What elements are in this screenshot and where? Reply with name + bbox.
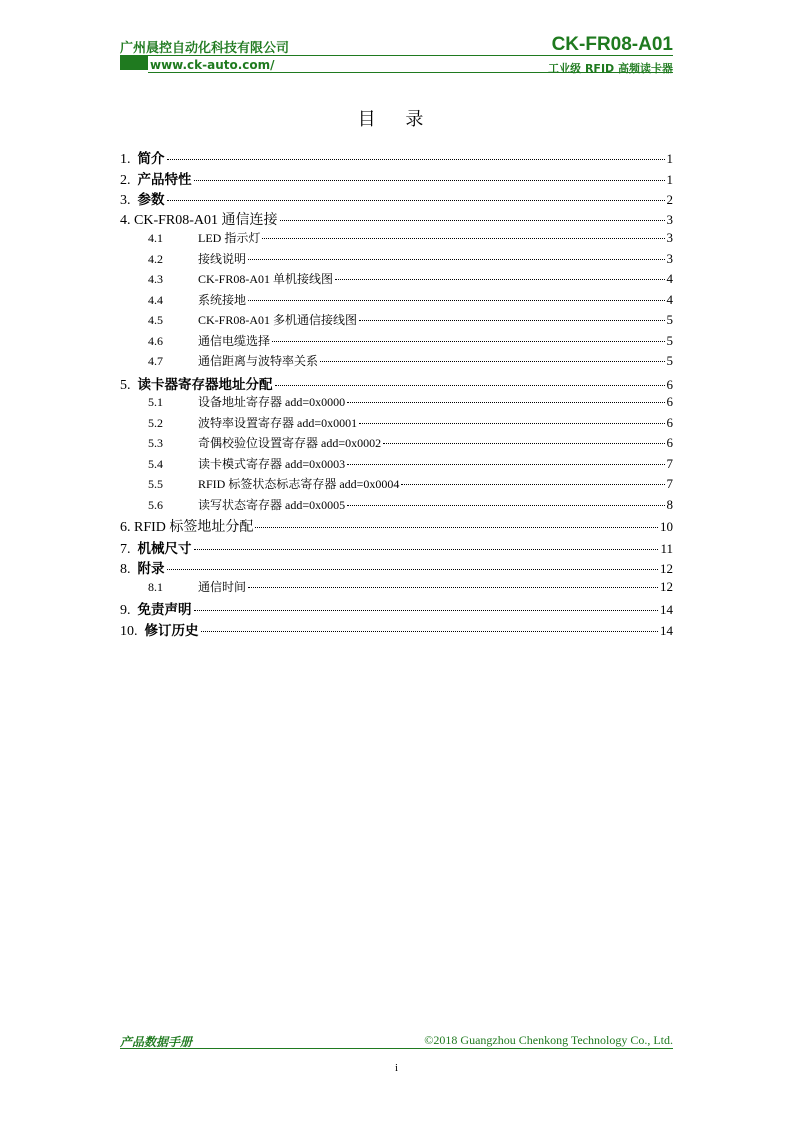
toc-dot-leader bbox=[262, 226, 664, 239]
toc-dot-leader bbox=[347, 452, 664, 465]
toc-entry-page: 6 bbox=[666, 435, 673, 450]
toc-entry-label: 简介 bbox=[137, 151, 165, 167]
toc-entry-number: 4.3 bbox=[148, 272, 163, 286]
toc-entry-number: 5. bbox=[120, 377, 131, 393]
toc-entry-label: CK-FR08-A01 单机接线图 bbox=[198, 272, 334, 286]
toc-entry-label: 4. CK-FR08-A01 通信连接 bbox=[120, 212, 278, 228]
toc-dot-leader bbox=[347, 390, 664, 403]
page-number: i bbox=[394, 1062, 399, 1074]
toc-dot-leader bbox=[359, 411, 664, 424]
toc-entry-number: 4.5 bbox=[148, 313, 163, 327]
toc-entry-page: 7 bbox=[666, 455, 673, 471]
toc-entry-page: 7 bbox=[666, 476, 673, 491]
toc-entry-number: 5.6 bbox=[148, 497, 163, 512]
toc-entry-number: 9. bbox=[120, 603, 131, 618]
toc-entry[interactable] bbox=[120, 496, 673, 517]
toc-entry-number: 4.1 bbox=[148, 231, 163, 245]
toc-dot-leader bbox=[401, 472, 664, 485]
toc-entry-number: 7. bbox=[120, 541, 131, 557]
toc-entry-page: 4 bbox=[666, 271, 673, 286]
toc-dot-leader bbox=[167, 557, 659, 570]
toc-entry-page: 5 bbox=[666, 312, 673, 327]
toc-entry-number: 10. bbox=[120, 623, 138, 639]
toc-dot-leader bbox=[320, 349, 664, 362]
toc-entry-label: LED 指示灯 bbox=[198, 231, 261, 245]
toc-entry-label: CK-FR08-A01 多机通信接线图 bbox=[198, 313, 358, 327]
toc-entry-number: 2. bbox=[120, 172, 131, 188]
toc-entry[interactable] bbox=[120, 537, 673, 558]
toc-entry-number: 4.2 bbox=[148, 251, 163, 266]
toc-entry-label: 产品特性 bbox=[137, 171, 192, 188]
toc-entry-label: 附录 bbox=[137, 561, 165, 577]
toc-entry-page: 10 bbox=[660, 519, 673, 534]
toc-entry-page: 5 bbox=[666, 332, 673, 348]
product-model: CK-FR08-A01 bbox=[551, 34, 673, 55]
toc-entry-number: 1. bbox=[120, 152, 131, 167]
toc-entry-page: 3 bbox=[666, 211, 673, 227]
toc-entry-page: 6 bbox=[666, 394, 673, 409]
toc-entry[interactable] bbox=[120, 516, 673, 537]
toc-entry-label: 读卡模式寄存器 add=0x0003 bbox=[198, 456, 346, 471]
header-green-block bbox=[120, 56, 148, 70]
toc-entry-page: 14 bbox=[660, 622, 673, 638]
toc-entry-label: 接线说明 bbox=[198, 251, 247, 266]
toc-entry-number: 4.6 bbox=[148, 333, 163, 348]
toc-dot-leader bbox=[167, 147, 665, 160]
website-link[interactable]: www.ck-auto.com/ bbox=[150, 58, 275, 72]
toc-entry-page: 2 bbox=[666, 192, 673, 207]
toc-entry[interactable] bbox=[120, 598, 673, 619]
toc-dot-leader bbox=[194, 168, 665, 181]
toc-dot-leader bbox=[272, 329, 664, 342]
toc-entry[interactable] bbox=[120, 188, 673, 209]
toc-dot-leader bbox=[359, 308, 664, 321]
toc-entry-number: 5.5 bbox=[148, 477, 163, 491]
footer-copyright: ©2018 Guangzhou Chenkong Technology Co., Ltd. bbox=[424, 1033, 673, 1047]
toc-entry-label: RFID 标签状态标志寄存器 add=0x0004 bbox=[198, 477, 400, 491]
toc-entry-label: 通信距离与波特率关系 bbox=[198, 354, 319, 368]
toc-entry-label: 设备地址寄存器 add=0x0000 bbox=[198, 395, 346, 409]
toc-entry-page: 3 bbox=[666, 230, 673, 245]
toc-entry-page: 4 bbox=[666, 291, 673, 307]
toc-entry-label: 系统接地 bbox=[198, 292, 247, 307]
toc-entry[interactable] bbox=[120, 168, 673, 189]
toc-entry-label: 通信电缆选择 bbox=[198, 333, 271, 348]
product-subtitle: 工业级 RFID 高频读卡器 bbox=[548, 62, 673, 75]
toc-dot-leader bbox=[335, 267, 664, 280]
toc-entry-page: 1 bbox=[666, 171, 673, 187]
toc-entry-page: 6 bbox=[666, 414, 673, 430]
toc-dot-leader bbox=[248, 247, 664, 260]
toc-entry-number: 8. bbox=[120, 562, 131, 577]
toc-dot-leader bbox=[167, 188, 665, 201]
toc-entry[interactable] bbox=[120, 147, 673, 168]
toc-dot-leader bbox=[201, 619, 659, 632]
toc-entry-label: 参数 bbox=[137, 192, 165, 208]
company-name: 广州晨控自动化科技有限公司 bbox=[120, 41, 290, 56]
footer-doc-type: 产品数据手册 bbox=[120, 1035, 193, 1049]
toc-entry-label: 通信时间 bbox=[198, 579, 247, 594]
subheader-divider bbox=[148, 72, 673, 73]
toc-dot-leader bbox=[383, 431, 664, 444]
toc-dot-leader bbox=[280, 208, 665, 221]
toc-entry-label: 波特率设置寄存器 add=0x0001 bbox=[198, 415, 358, 430]
toc-entry-label: 奇偶校验位设置寄存器 add=0x0002 bbox=[198, 436, 382, 450]
toc-entry-label: 免责声明 bbox=[137, 602, 192, 618]
toc-entry-number: 5.4 bbox=[148, 456, 163, 471]
toc-entry-label: 读卡器寄存器地址分配 bbox=[137, 376, 273, 393]
toc-dot-leader bbox=[248, 575, 658, 588]
toc-entry-number: 5.2 bbox=[148, 415, 163, 430]
toc-entry-number: 4.4 bbox=[148, 292, 163, 307]
toc-entry-number: 5.1 bbox=[148, 395, 163, 409]
toc-entry-number: 3. bbox=[120, 193, 131, 208]
toc-dot-leader bbox=[248, 288, 664, 301]
toc-entry-page: 11 bbox=[660, 540, 673, 556]
toc-dot-leader bbox=[347, 493, 664, 506]
toc-title: 目 录 bbox=[357, 109, 436, 130]
header-divider bbox=[120, 55, 673, 56]
table-of-contents bbox=[120, 147, 673, 639]
toc-entry-label: 6. RFID 标签地址分配 bbox=[120, 520, 254, 535]
toc-entry-page: 1 bbox=[666, 151, 673, 166]
toc-entry-page: 14 bbox=[660, 602, 673, 617]
toc-dot-leader bbox=[275, 373, 665, 386]
toc-entry-number: 4.7 bbox=[148, 354, 163, 368]
footer-divider bbox=[120, 1048, 673, 1049]
toc-entry[interactable] bbox=[120, 352, 673, 373]
toc-entry-page: 6 bbox=[666, 376, 673, 392]
toc-entry-page: 12 bbox=[660, 561, 673, 576]
toc-entry-page: 8 bbox=[666, 496, 673, 512]
toc-entry-page: 12 bbox=[660, 578, 673, 594]
toc-entry-page: 3 bbox=[666, 250, 673, 266]
toc-entry-label: 机械尺寸 bbox=[137, 540, 192, 557]
toc-entry-number: 5.3 bbox=[148, 436, 163, 450]
toc-entry-label: 读写状态寄存器 add=0x0005 bbox=[198, 497, 346, 512]
toc-entry-page: 5 bbox=[666, 353, 673, 368]
toc-entry[interactable] bbox=[120, 619, 673, 640]
toc-dot-leader bbox=[194, 598, 659, 611]
toc-entry-number: 8.1 bbox=[148, 579, 163, 594]
toc-entry[interactable] bbox=[120, 578, 673, 599]
toc-dot-leader bbox=[194, 537, 659, 550]
toc-entry-label: 修订历史 bbox=[144, 622, 199, 639]
toc-dot-leader bbox=[255, 515, 658, 528]
